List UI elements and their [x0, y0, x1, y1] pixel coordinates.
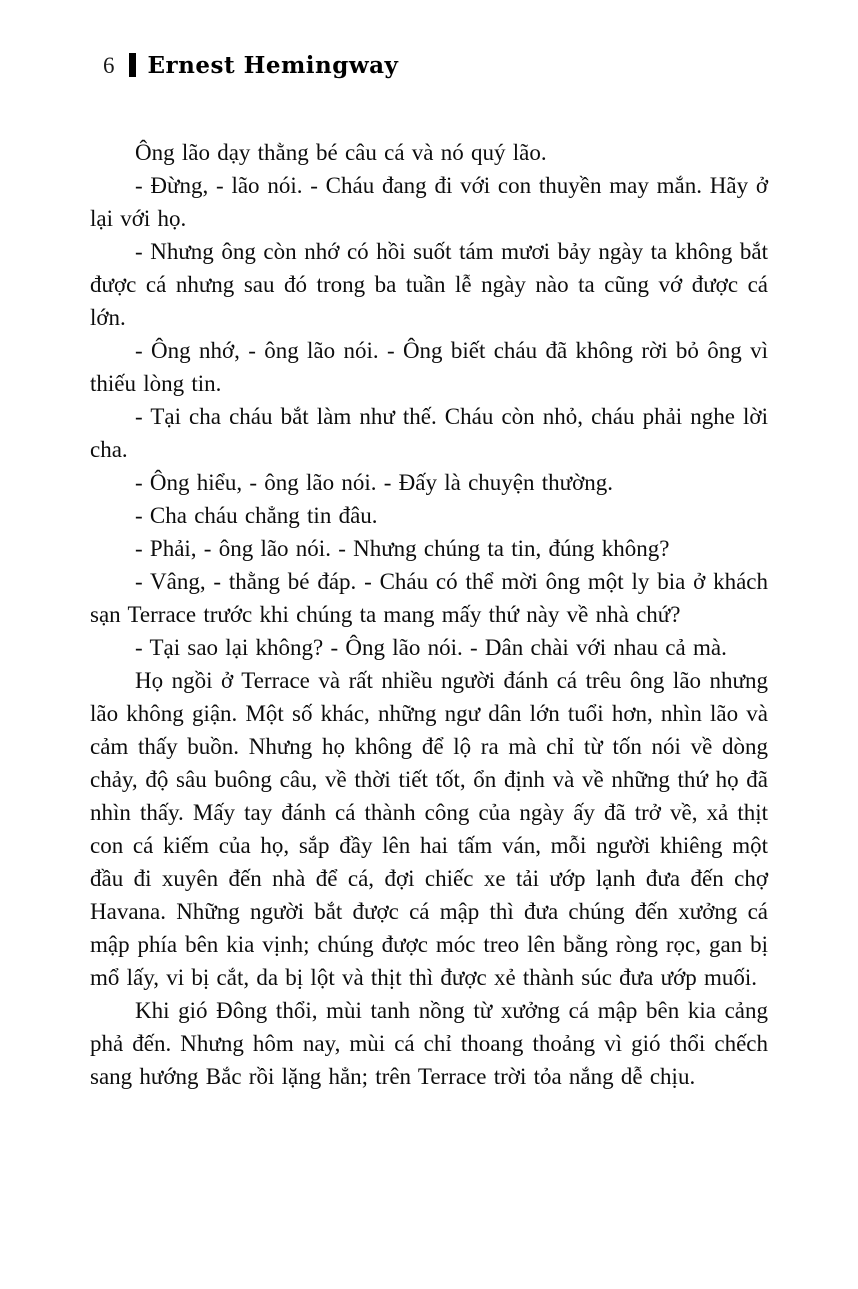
- header-divider-bar: [129, 53, 136, 77]
- paragraph: - Nhưng ông còn nhớ có hồi suốt tám mươi bảy ngày ta không bắt được cá nhưng sau đó trong ba tuần lễ ngày nào ta cũng vớ được cá lớn.: [90, 239, 768, 330]
- paragraph: - Đừng, - lão nói. - Cháu đang đi với con thuyền may mắn. Hãy ở lại với họ.: [90, 173, 768, 231]
- running-head: [90, 50, 768, 80]
- paragraph: - Cha cháu chẳng tin đâu.: [135, 503, 378, 528]
- paragraph: - Ông hiểu, - ông lão nói. - Đấy là chuyện thường.: [135, 470, 614, 495]
- paragraph: Khi gió Đông thổi, mùi tanh nồng từ xưởng cá mập bên kia cảng phả đến. Nhưng hôm nay, mùi cá chỉ thoang thoảng vì gió thổi chếch sang hướng Bắc rồi lặng hẳn; trên Terrace trời tỏa nắng dễ chịu.: [90, 998, 768, 1089]
- paragraph: - Tại cha cháu bắt làm như thế. Cháu còn nhỏ, cháu phải nghe lời cha.: [90, 404, 768, 462]
- paragraph: Họ ngồi ở Terrace và rất nhiều người đánh cá trêu ông lão nhưng lão không giận. Một số khác, những ngư dân lớn tuổi hơn, nhìn lão và cảm thấy buồn. Nhưng họ không để lộ ra mà chỉ từ tốn nói về dòng chảy, độ sâu buông câu, về thời tiết tốt, ổn định và về những thứ họ đã nhìn thấy. Mấy tay đánh cá thành công của ngày ấy đã trở về, xả thịt con cá kiếm của họ, sắp đầy lên hai tấm ván, mỗi người khiêng một đầu đi xuyên đến nhà để cá, đợi chiếc xe tải ướp lạnh đưa đến chợ Havana. Những người bắt được cá mập thì đưa chúng đến xưởng cá mập phía bên kia vịnh; chúng được móc treo lên bằng ròng rọc, gan bị mổ lấy, vi bị cắt, da bị lột và thịt thì được xẻ thành súc đưa ướp muối.: [90, 668, 768, 990]
- paragraph: - Vâng, - thằng bé đáp. - Cháu có thể mời ông một ly bia ở khách sạn Terrace trước khi chúng ta mang mấy thứ này về nhà chứ?: [90, 569, 768, 627]
- paragraph: Ông lão dạy thằng bé câu cá và nó quý lão.: [135, 140, 547, 165]
- paragraph: - Tại sao lại không? - Ông lão nói. - Dân chài với nhau cả mà.: [135, 635, 727, 660]
- page-number: 6: [103, 52, 115, 78]
- page-body: [90, 136, 768, 1093]
- author-name: Ernest Hemingway: [147, 51, 399, 79]
- paragraph: - Phải, - ông lão nói. - Nhưng chúng ta tin, đúng không?: [135, 536, 670, 561]
- paragraph: - Ông nhớ, - ông lão nói. - Ông biết cháu đã không rời bỏ ông vì thiếu lòng tin.: [90, 338, 768, 396]
